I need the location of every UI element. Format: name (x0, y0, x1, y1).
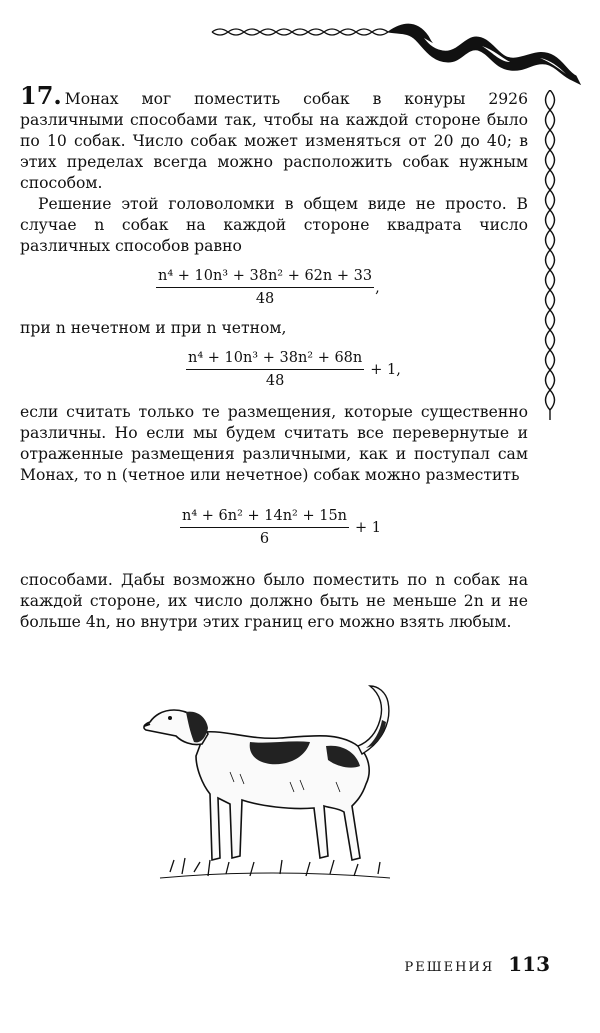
fraction-numerator: n⁴ + 10n³ + 38n² + 68n (186, 350, 364, 370)
formula-all-arrangements (180, 508, 381, 547)
paragraph-1-text: Монах мог поместить собак в конуры 2926 различными способами так, чтобы на каждой стороне было по 10 собак. Число собак может изменяться от 20 до 40; в этих пределах всегда можно расположить собак нужным способом. (20, 90, 528, 192)
formula-tail: , (375, 279, 380, 296)
fraction-denominator: 6 (259, 531, 270, 547)
formula-odd-n (156, 268, 380, 307)
fraction-denominator: 48 (265, 373, 285, 389)
fraction-numerator: n⁴ + 6n² + 14n² + 15n (180, 508, 349, 528)
formula-even-n (186, 350, 401, 389)
vertical-border-ornament-icon (537, 90, 563, 420)
fraction (186, 350, 364, 389)
fraction-numerator: n⁴ + 10n³ + 38n² + 62n + 33 (156, 268, 374, 288)
formula-tail: + 1 (355, 519, 382, 536)
problem-paragraph-1 (20, 81, 528, 194)
page-footer (380, 952, 550, 976)
dog-illustration-icon (130, 672, 410, 892)
problem-paragraph-3: при n нечетном и при n четном, (20, 319, 287, 337)
fraction (180, 508, 349, 547)
running-head: РЕШЕНИЯ (404, 960, 495, 975)
problem-paragraph-2: Решение этой головоломки в общем виде не просто. В случае n собак на каждой стороне квадрата число различных способов равно (20, 195, 528, 255)
fraction-denominator: 48 (255, 291, 275, 307)
page-number: 113 (508, 952, 550, 976)
fraction (156, 268, 374, 307)
problem-paragraph-5: способами. Дабы возможно было поместить по n собак на каждой стороне, их число должно быть не меньше 2n и не больше 4n, но внутри этих границ его можно взять любым. (20, 571, 528, 631)
formula-tail: + 1, (370, 361, 401, 378)
problem-paragraph-4: если считать только те размещения, которые существенно различны. Но если мы будем считать все перевернутые и отраженные размещения различными, как и поступал сам Монах, то n (четное или нечетное) собак можно разместить (20, 403, 528, 484)
ribbon-ornament-icon (210, 18, 590, 88)
problem-number: 17. (20, 81, 62, 110)
